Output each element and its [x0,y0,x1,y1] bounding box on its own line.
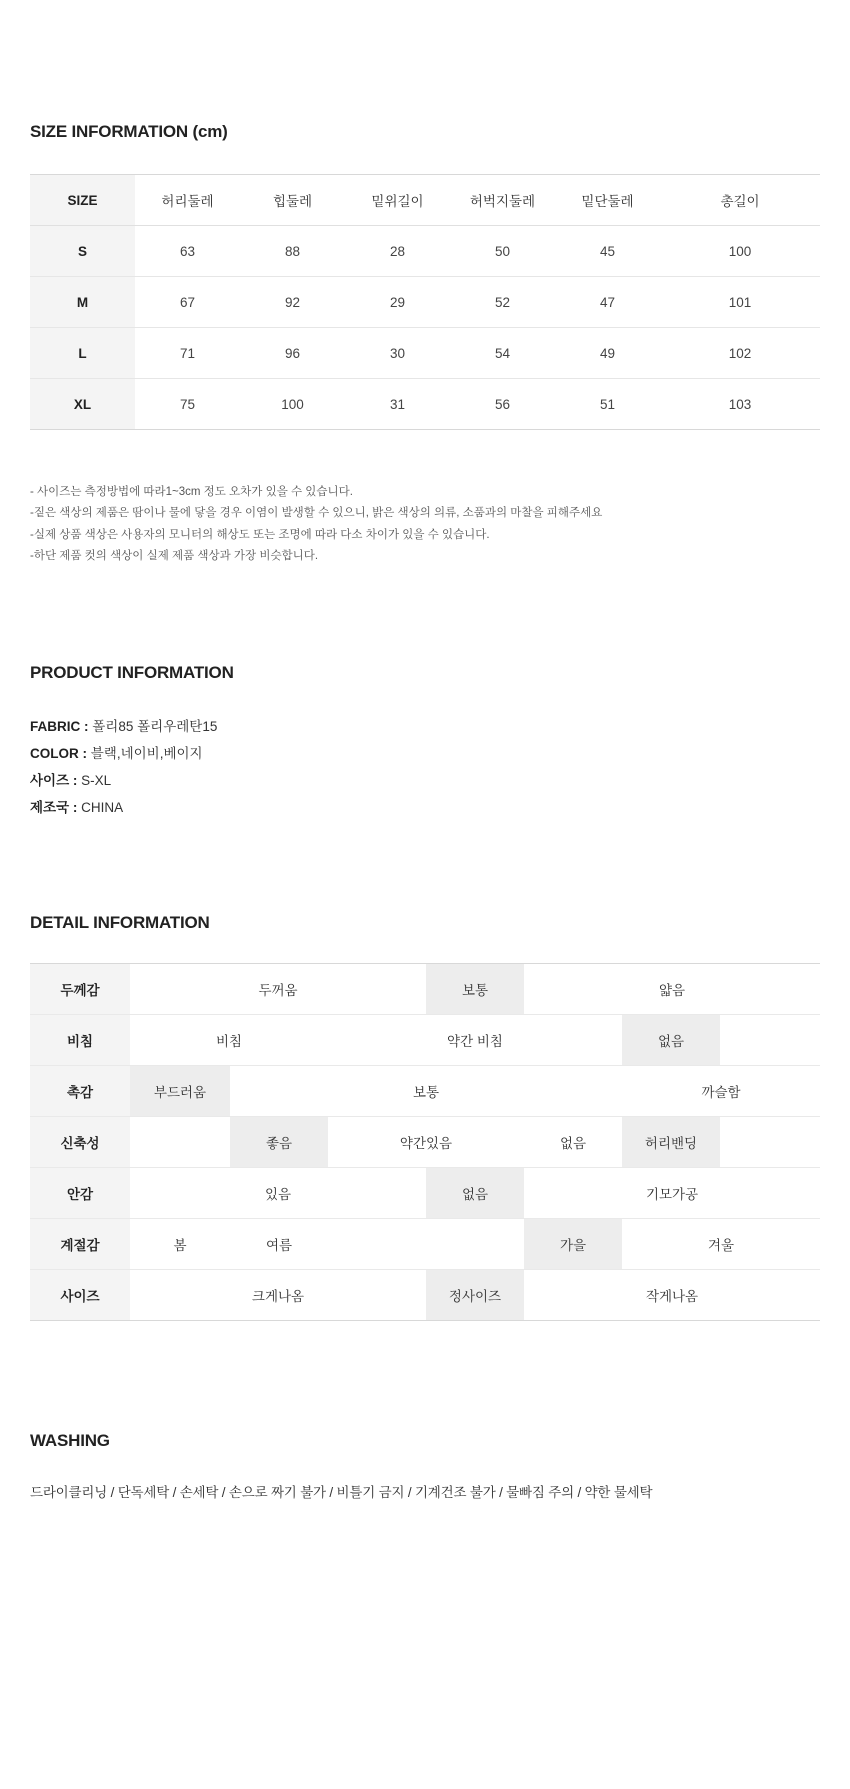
detail-information-title: DETAIL INFORMATION [30,913,210,933]
size-cell-hip: 96 [240,328,345,379]
size-row-label: S [30,226,135,277]
detail-row [30,1270,820,1321]
detail-option: 까슬함 [622,1066,820,1117]
size-table-body [30,226,820,430]
size-cell-rise: 29 [345,277,450,328]
size-note-1: - 사이즈는 측정방법에 따라1~3cm 정도 오차가 있을 수 있습니다. [30,486,353,499]
product-info-row-size [30,767,820,794]
size-information-title: SIZE INFORMATION (cm) [30,122,228,142]
table-row [30,379,820,430]
size-cell-rise: 30 [345,328,450,379]
detail-empty-cell [720,1117,820,1168]
detail-row [30,1117,820,1168]
size-cell-thigh: 56 [450,379,555,430]
detail-option: 좋음 [230,1117,328,1168]
detail-option: 허리밴딩 [622,1117,720,1168]
product-info-value-color: 블랙,네이비,베이지 [90,746,203,762]
size-note-2: -짙은 색상의 제품은 땀이나 물에 닿을 경우 이염이 발생할 수 있으니, 밝은 색상의 의류, 소품과의 마찰을 피해주세요 [30,507,603,520]
size-col-header-hem: 밑단둘레 [555,175,660,226]
size-note-4: -하단 제품 컷의 색상이 실제 제품 색상과 가장 비슷합니다. [30,549,319,562]
size-cell-hip: 92 [240,277,345,328]
product-information-title: PRODUCT INFORMATION [30,663,234,683]
detail-row-label: 두께감 [30,964,130,1015]
table-row [30,226,820,277]
product-info-row-origin [30,794,820,821]
detail-option: 보통 [426,964,524,1015]
size-cell-hip: 100 [240,379,345,430]
size-cell-length: 100 [660,226,820,277]
detail-option: 부드러움 [130,1066,230,1117]
size-cell-hem: 49 [555,328,660,379]
product-info-key-color: COLOR : [30,746,87,762]
detail-option: 얇음 [524,964,820,1015]
size-cell-hem: 47 [555,277,660,328]
detail-table-body [30,964,820,1321]
detail-option: 약간있음 [328,1117,524,1168]
detail-option: 겨울 [622,1219,820,1270]
product-info-key-origin: 제조국 : [30,800,78,816]
detail-option: 보통 [230,1066,622,1117]
detail-option: 여름 [230,1219,328,1270]
washing-section [30,1431,820,1591]
detail-row-label: 비침 [30,1015,130,1066]
size-cell-thigh: 54 [450,328,555,379]
size-cell-hem: 51 [555,379,660,430]
detail-row [30,1015,820,1066]
size-col-header-length: 총길이 [660,175,820,226]
size-cell-thigh: 52 [450,277,555,328]
detail-row-label: 신축성 [30,1117,130,1168]
detail-option: 정사이즈 [426,1270,524,1321]
detail-option: 봄 [130,1219,230,1270]
detail-empty-cell [720,1015,820,1066]
product-info-row-fabric [30,713,820,740]
product-information-list [30,713,820,821]
size-col-header-waist: 허리둘레 [135,175,240,226]
size-notes [30,482,820,567]
product-info-value-fabric: 폴리85 폴리우레탄15 [92,719,218,735]
detail-option: 두꺼움 [130,964,426,1015]
size-note-3: -실제 상품 색상은 사용자의 모니터의 해상도 또는 조명에 따라 다소 차이가 있을 수 있습니다. [30,528,490,541]
product-info-value-origin: CHINA [81,800,124,816]
size-row-label: XL [30,379,135,430]
detail-row [30,1168,820,1219]
table-header-row [30,175,820,226]
washing-instructions: 드라이클리닝 / 단독세탁 / 손세탁 / 손으로 짜기 불가 / 비틀기 금지 / 기계건조 불가 / 물빠짐 주의 / 약한 물세탁 [30,1485,653,1501]
detail-row [30,964,820,1015]
detail-option: 없음 [426,1168,524,1219]
table-row [30,277,820,328]
detail-row [30,1219,820,1270]
size-table-head [30,175,820,226]
size-row-label: M [30,277,135,328]
table-row [30,328,820,379]
size-col-header-size: SIZE [30,175,135,226]
product-info-key-size: 사이즈 : [30,773,78,789]
size-cell-rise: 31 [345,379,450,430]
detail-option: 약간 비침 [328,1015,622,1066]
detail-option: 있음 [130,1168,426,1219]
size-cell-hem: 45 [555,226,660,277]
size-col-header-hip: 힙둘레 [240,175,345,226]
detail-empty-cell [328,1219,524,1270]
detail-option: 작게나옴 [524,1270,820,1321]
size-cell-length: 102 [660,328,820,379]
detail-information-section [30,913,820,1321]
product-info-key-fabric: FABRIC : [30,719,89,735]
size-row-label: L [30,328,135,379]
size-cell-waist: 71 [135,328,240,379]
detail-empty-cell [130,1117,230,1168]
size-cell-rise: 28 [345,226,450,277]
size-cell-waist: 67 [135,277,240,328]
detail-row-label: 계절감 [30,1219,130,1270]
detail-option: 비침 [130,1015,328,1066]
size-cell-length: 101 [660,277,820,328]
product-info-row-color [30,740,820,767]
size-col-header-rise: 밑위길이 [345,175,450,226]
detail-table [30,963,820,1321]
detail-option: 없음 [622,1015,720,1066]
product-information-section [30,663,820,821]
detail-option: 없음 [524,1117,622,1168]
detail-option: 가을 [524,1219,622,1270]
size-cell-waist: 63 [135,226,240,277]
product-info-value-size: S-XL [81,773,112,789]
detail-option: 크게나옴 [130,1270,426,1321]
detail-option: 기모가공 [524,1168,820,1219]
size-cell-hip: 88 [240,226,345,277]
size-col-header-thigh: 허벅지둘레 [450,175,555,226]
detail-row [30,1066,820,1117]
size-cell-length: 103 [660,379,820,430]
washing-title: WASHING [30,1431,110,1451]
detail-row-label: 촉감 [30,1066,130,1117]
size-cell-thigh: 50 [450,226,555,277]
size-information-section [30,0,820,567]
size-cell-waist: 75 [135,379,240,430]
detail-row-label: 사이즈 [30,1270,130,1321]
detail-row-label: 안감 [30,1168,130,1219]
size-table [30,174,820,430]
